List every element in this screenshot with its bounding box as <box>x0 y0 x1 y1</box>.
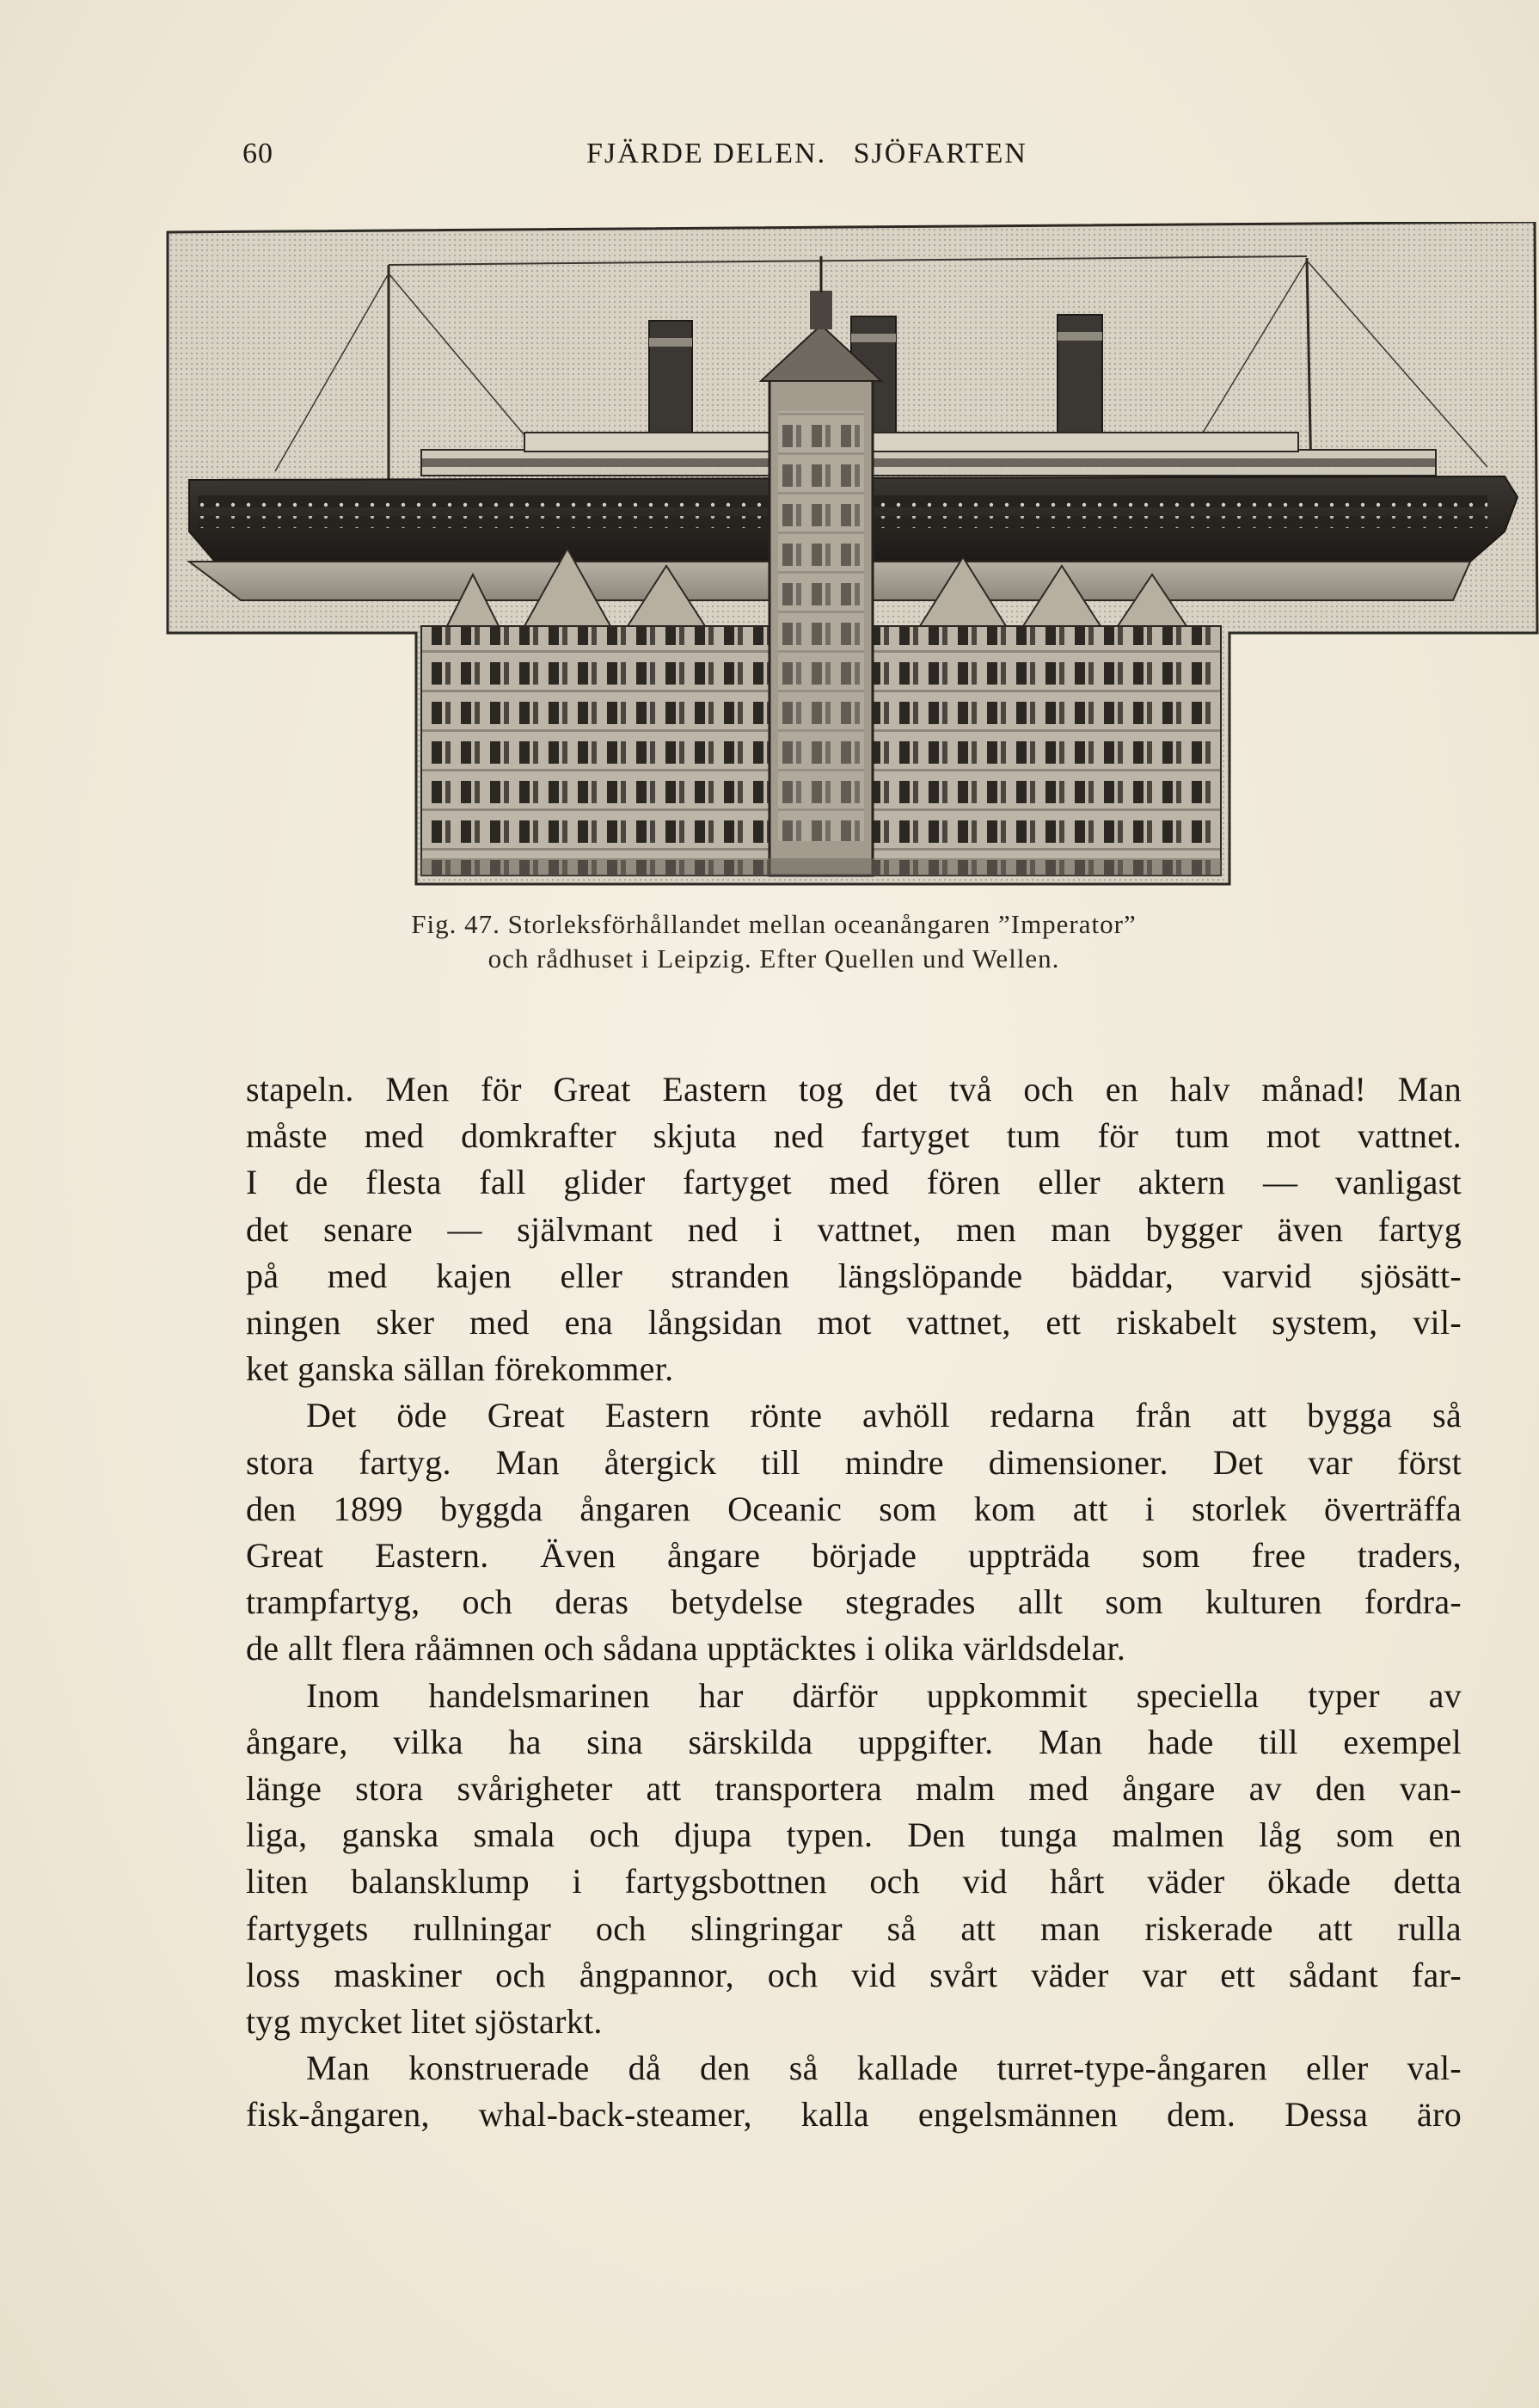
text-line: stapeln. Men för Great Eastern tog det två och en halv månad! Man <box>246 1070 1462 1109</box>
text-line: de allt flera råämnen och sådana upptäcktes i olika världsdelar. <box>246 1629 1126 1668</box>
text-line: Great Eastern. Även ångare började uppträda som free traders, <box>246 1536 1462 1576</box>
text-line: stora fartyg. Man återgick till mindre dimensioner. Det var först <box>246 1442 1462 1482</box>
caption-line: Fig. 47. Storleksförhållandet mellan oceanångaren ”Imperator” <box>411 909 1137 939</box>
text-line: liten balansklump i fartygsbottnen och vid hårt väder ökade detta <box>246 1862 1462 1901</box>
body-text <box>246 1066 1462 2139</box>
text-line: fisk-ångaren, whal-back-steamer, kalla engelsmännen dem. Dessa äro <box>246 2095 1462 2135</box>
running-head <box>0 138 1539 189</box>
running-title: FJÄRDE DELEN. SJÖFARTEN <box>586 138 1027 169</box>
text-line: I de flesta fall glider fartyget med fören eller aktern — vanligast <box>246 1163 1462 1202</box>
text-line: liga, ganska smala och djupa typen. Den tunga malmen låg som en <box>246 1815 1462 1855</box>
text-line: loss maskiner och ångpannor, och vid svårt väder var ett sådant far- <box>246 1955 1462 1994</box>
caption-line: och rådhuset i Leipzig. Efter Quellen und Wellen. <box>487 943 1060 974</box>
text-line: fartygets rullningar och slingringar så att man riskerade att rulla <box>246 1908 1462 1948</box>
paragraph-first-line: Man konstruerade då den så kallade turret-type-ångaren eller val- <box>306 2049 1462 2088</box>
page-number: 60 <box>242 138 273 169</box>
text-line: på med kajen eller stranden längslöpande bäddar, varvid sjösätt- <box>246 1256 1462 1295</box>
figure-illustration <box>163 222 1539 893</box>
text-line: den 1899 byggda ångaren Oceanic som kom att i storlek överträffa <box>246 1489 1462 1528</box>
text-line: ångare, vilka ha sina särskilda uppgifter. Man hade till exempel <box>246 1722 1462 1761</box>
text-line: ningen sker med ena långsidan mot vattnet, ett riskabelt system, vil- <box>246 1303 1462 1342</box>
text-line: länge stora svårigheter att transportera malm med ångare av den van- <box>246 1769 1462 1809</box>
paragraph-first-line: Inom handelsmarinen har därför uppkommit speciella typer av <box>306 1675 1462 1715</box>
text-line: måste med domkrafter skjuta ned fartyget tum för tum mot vattnet. <box>246 1116 1462 1156</box>
figure-caption <box>172 907 1376 976</box>
text-line: trampfartyg, och deras betydelse stegrades allt som kulturen fordra- <box>246 1582 1462 1622</box>
text-line: det senare — självmant ned i vattnet, men man bygger även fartyg <box>246 1209 1462 1249</box>
text-line: tyg mycket litet sjöstarkt. <box>246 2002 603 2042</box>
ship-and-town-hall-engraving <box>163 222 1539 893</box>
text-line: ket ganska sällan förekommer. <box>246 1349 674 1389</box>
paragraph-first-line: Det öde Great Eastern rönte avhöll redarna från att bygga så <box>306 1396 1462 1435</box>
